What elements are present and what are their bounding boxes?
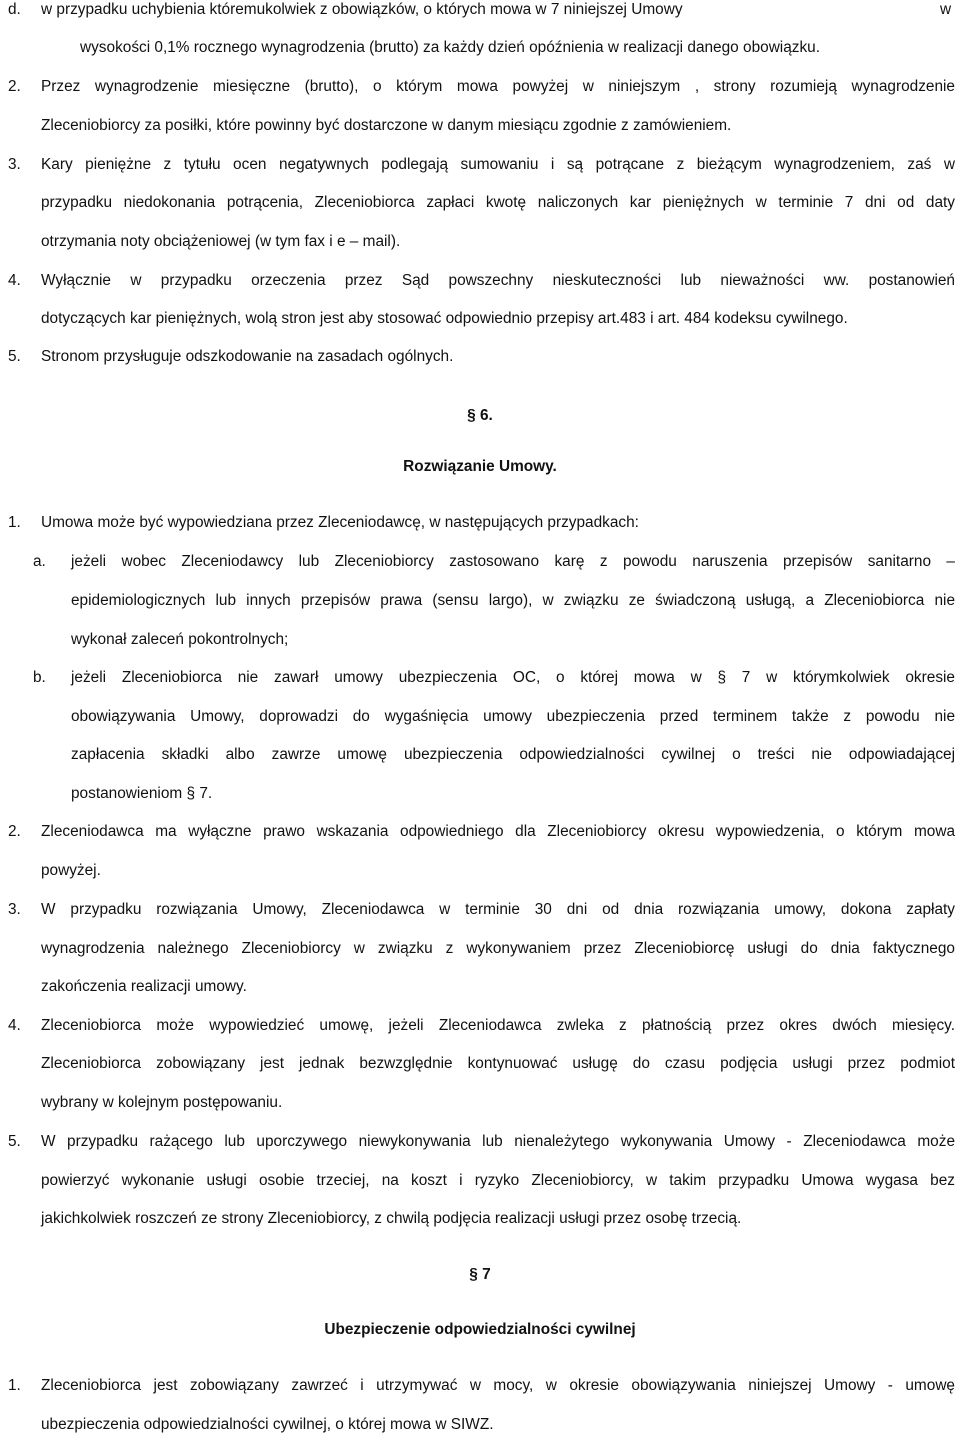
text-line: Zleceniobiorcy za posiłki, które powinny być dostarczone w danym miesiącu zgodnie z zamówieniem.: [41, 117, 732, 134]
section-number: § 6.: [467, 407, 493, 424]
text-line: w przypadku uchybienia któremukolwiek z obowiązków, o których mowa w 7 niniejszej Umowy: [41, 1, 683, 18]
item-marker: 4.: [8, 272, 21, 289]
text-line: W przypadku rozwiązania Umowy, Zleceniodawca w terminie 30 dni od dnia rozwiązania umowy, dokona zapłaty: [41, 901, 955, 918]
item-marker: 2.: [8, 823, 21, 840]
item-marker: 5.: [8, 348, 21, 365]
text-line: Zleceniobiorca zobowiązany jest jednak bezwzględnie kontynuować usługę do czasu podjęcia usługi przez podmiot: [41, 1055, 955, 1072]
text-line: otrzymania noty obciążeniowej (w tym fax i e – mail).: [41, 233, 401, 250]
item-marker: 2.: [8, 78, 21, 95]
text-line: przypadku niedokonania potrącenia, Zleceniobiorca zapłaci kwotę naliczonych kar pieniężnych w terminie 7 dni od daty: [41, 194, 955, 211]
text-line: Zleceniobiorca może wypowiedzieć umowę, jeżeli Zleceniodawca zwleka z płatnością przez okres dwóch miesięcy.: [41, 1017, 955, 1034]
item-marker: a.: [33, 553, 46, 570]
item-marker: 5.: [8, 1133, 21, 1150]
item-marker: 1.: [8, 514, 21, 531]
item-marker: b.: [33, 669, 46, 686]
text-line: Przez wynagrodzenie miesięczne (brutto), o którym mowa powyżej w niniejszym , strony rozumieją wynagrodzenie: [41, 78, 955, 95]
text-line: powyżej.: [41, 862, 101, 879]
text-line: wykonał zaleceń pokontrolnych;: [71, 631, 289, 648]
text-line: zapłacenia składki albo zawrze umowę ubezpieczenia odpowiedzialności cywilnej o treści nie odpowiadającej: [71, 746, 955, 763]
text-line: powierzyć wykonanie usługi osobie trzeciej, na koszt i ryzyko Zleceniobiorcy, w takim przypadku Umowa wygasa bez: [41, 1172, 955, 1189]
text-line: Zleceniodawca ma wyłączne prawo wskazania odpowiedniego dla Zleceniobiorcy okresu wypowiedzenia, o którym mowa: [41, 823, 955, 840]
text-line: postanowieniom § 7.: [71, 785, 213, 802]
text-line: Umowa może być wypowiedziana przez Zleceniodawcę, w następujących przypadkach:: [41, 514, 639, 531]
item-marker: 1.: [8, 1377, 21, 1394]
text-line: jeżeli Zleceniobiorca nie zawarł umowy ubezpieczenia OC, o której mowa w § 7 w którymkolwiek okresie: [71, 669, 955, 686]
section-number: § 7: [469, 1266, 491, 1283]
text-line: Wyłącznie w przypadku orzeczenia przez Sąd powszechny nieskuteczności lub nieważności ww. postanowień: [41, 272, 955, 289]
item-marker: 3.: [8, 156, 21, 173]
text-line: ubezpieczenia odpowiedzialności cywilnej, o której mowa w SIWZ.: [41, 1416, 494, 1433]
item-marker: d.: [8, 1, 21, 18]
text-line: obowiązywania Umowy, doprowadzi do wygaśnięcia umowy ubezpieczenia przed terminem także z powodu nie: [71, 708, 955, 725]
section-title: Rozwiązanie Umowy.: [403, 458, 557, 475]
section-title: Ubezpieczenie odpowiedzialności cywilnej: [324, 1321, 636, 1338]
text-line: wysokości 0,1% rocznego wynagrodzenia (brutto) za każdy dzień opóźnienia w realizacji danego obowiązku.: [80, 39, 821, 56]
text-line: Kary pieniężne z tytułu ocen negatywnych podlegają sumowaniu i są potrącane z bieżącym wynagrodzeniem, zaś w: [41, 156, 955, 173]
text-line: jeżeli wobec Zleceniodawcy lub Zleceniobiorcy zastosowano karę z powodu naruszenia przepisów sanitarno –: [71, 553, 955, 570]
text-line: dotyczących kar pieniężnych, wolą stron jest aby stosować odpowiednio przepisy art.483 i art. 484 kodeksu cywilnego.: [41, 310, 848, 327]
item-marker: 4.: [8, 1017, 21, 1034]
item-marker: 3.: [8, 901, 21, 918]
text-line: zakończenia realizacji umowy.: [41, 978, 247, 995]
text-line: wybrany w kolejnym postępowaniu.: [41, 1094, 283, 1111]
text-line: Zleceniobiorca jest zobowiązany zawrzeć i utrzymywać w mocy, w okresie obowiązywania niniejszej Umowy - umowę: [41, 1377, 955, 1394]
text-line: Stronom przysługuje odszkodowanie na zasadach ogólnych.: [41, 348, 454, 365]
text-line: wynagrodzenia należnego Zleceniobiorcy w związku z wykonywaniem przez Zleceniobiorcę usługi do dnia faktycznego: [41, 940, 955, 957]
text-line-tail: w: [940, 1, 952, 18]
text-line: jakichkolwiek roszczeń ze strony Zleceniobiorcy, z chwilą podjęcia realizacji usługi przez osobę trzecią.: [41, 1210, 742, 1227]
text-line: W przypadku rażącego lub uporczywego niewykonywania lub nienależytego wykonywania Umowy - Zleceniodawca może: [41, 1133, 955, 1150]
text-line: epidemiologicznych lub innych przepisów prawa (sensu largo), w związku ze świadczoną usługą, a Zleceniobiorca nie: [71, 592, 955, 609]
